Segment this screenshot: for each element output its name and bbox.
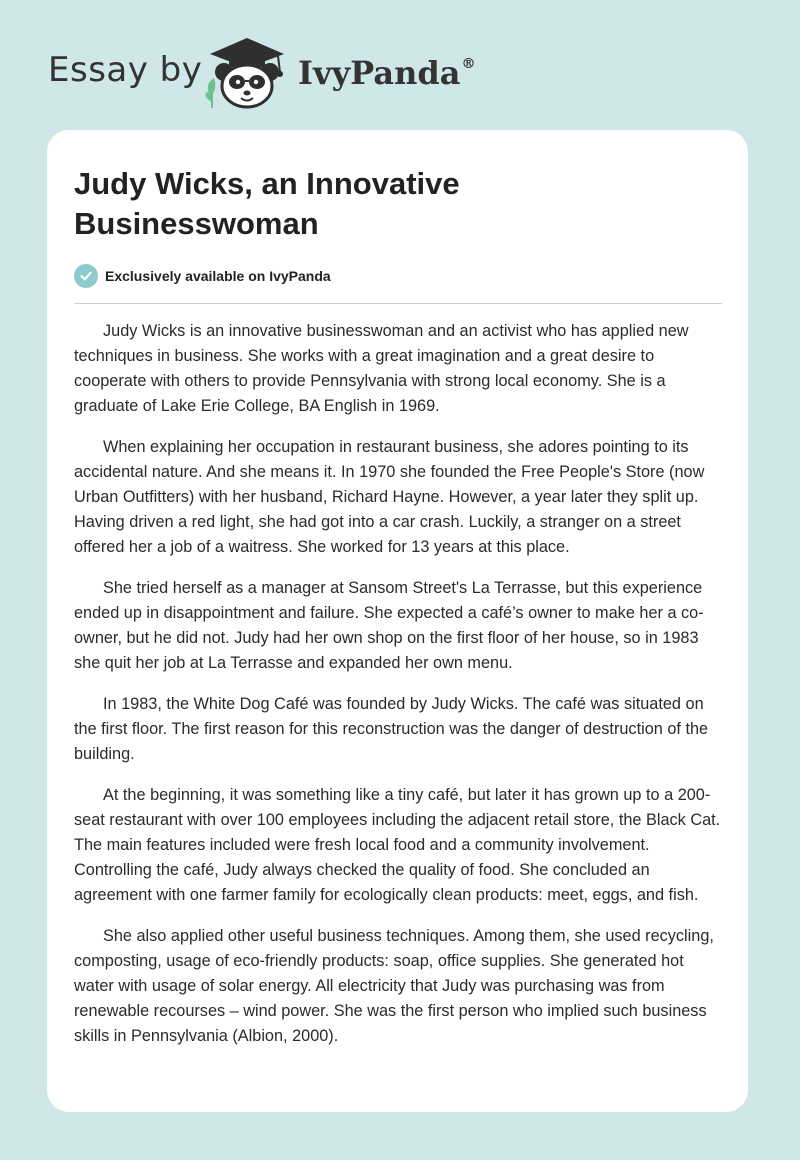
brand-name: IvyPanda — [298, 54, 461, 92]
paragraph: At the beginning, it was something like a tiny café, but later it has grown up to a 200-seat restaurant with over 100 employees including the adjacent retail store, the Black Cat. The main features included were fresh local food and a community involvement. Controlling the café, Judy always checked the quality of food. She concluded an agreement with one farmer family for ecologically clean products: meet, eggs, and fish. — [74, 786, 721, 904]
paragraph: She also applied other useful business techniques. Among them, she used recycling, composting, usage of eco-friendly products: soap, office supplies. She generated hot water with usage of solar energy. All electricity that Judy was purchasing was from renewable recourses – wind power. She was the first person who implied such business skills in Pennsylvania (Albion, 2000). — [74, 927, 714, 1045]
paragraph: When explaining her occupation in restaurant business, she adores pointing to its accidental nature. And she means it. In 1970 she founded the Free People's Store (now Urban Outfitters) with her husband, Richard Hayne. However, a year later they split up. Having driven a red light, she had got into a car crash. Luckily, a stranger on a street offered her a job of a waitress. She worked for 13 years at this place. — [74, 438, 705, 556]
essay-body — [74, 319, 722, 1065]
site-header — [48, 34, 508, 114]
check-icon — [74, 264, 98, 288]
divider — [74, 303, 722, 304]
essay-title: Judy Wicks, an Innovative Businesswoman — [74, 166, 460, 241]
exclusive-notice — [74, 264, 331, 288]
registered-mark: ® — [461, 56, 476, 72]
panda-graduate-icon — [202, 36, 292, 110]
exclusive-label: Exclusively available on IvyPanda — [105, 268, 331, 284]
essay-by-label: Essay by — [48, 50, 203, 90]
paragraph: She tried herself as a manager at Sansom Street's La Terrasse, but this experience ended up in disappointment and failure. She expected a café’s owner to make her a co-owner, but he did not. Judy had her own shop on the first floor of her house, so in 1983 she quit her job at La Terrasse and expanded her own menu. — [74, 579, 704, 672]
ivypanda-brand[interactable] — [298, 54, 475, 92]
essay-card — [47, 130, 748, 1112]
paragraph: Judy Wicks is an innovative businesswoman and an activist who has applied new techniques in business. She works with a great imagination and a great desire to cooperate with others to provide Pennsylvania with strong local economy. She is a graduate of Lake Erie College, BA English in 1969. — [74, 322, 689, 415]
paragraph: In 1983, the White Dog Café was founded by Judy Wicks. The café was situated on the first floor. The first reason for this reconstruction was the danger of destruction of the building. — [74, 695, 709, 763]
